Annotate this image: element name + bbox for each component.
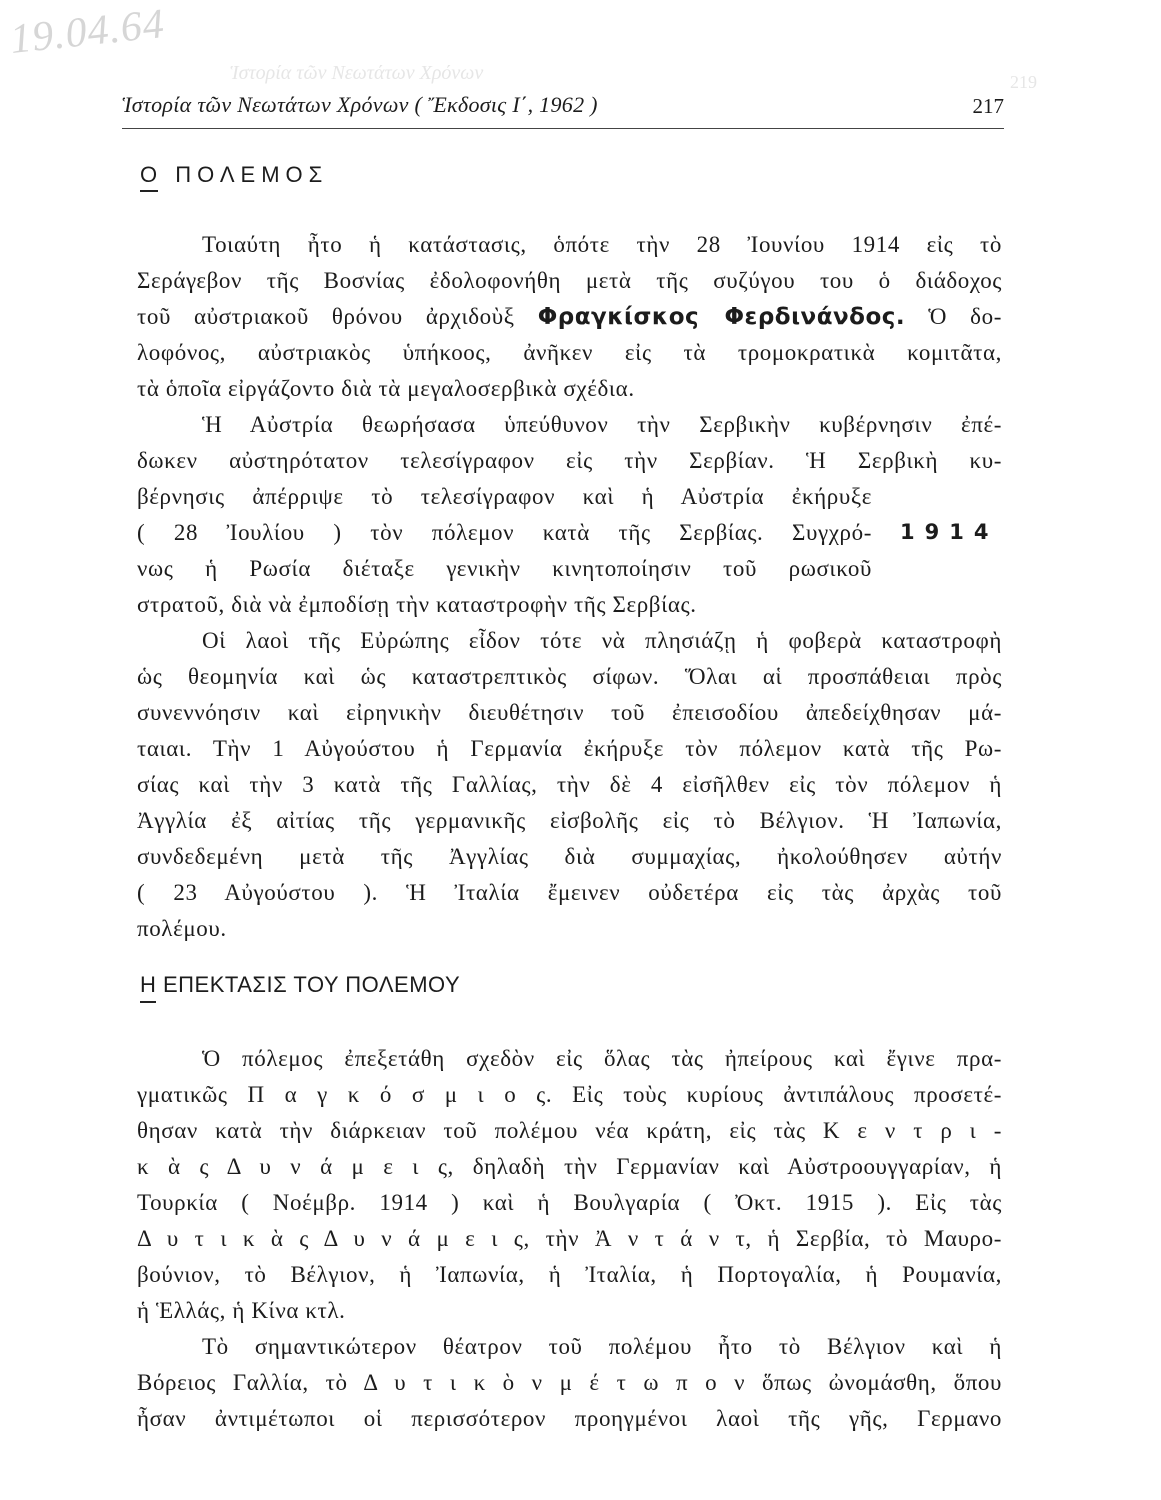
text-line: Σεράγεβον τῆς Βοσνίας ἐδολοφονήθη μετὰ τῆς συζύγου του ὁ διάδοχος [137, 268, 1002, 293]
text-line: τὰ ὁποῖα εἰργάζοντο διὰ τὰ μεγαλοσερβικὰ σχέδια. [137, 376, 635, 401]
text-line: συνεννόησιν καὶ εἰρηνικὴν διευθέτησιν τοῦ ἐπεισοδίου ἀπεδείχθησαν μά- [137, 700, 1002, 725]
text-line: Τουρκία ( Νοέμβρ. 1914 ) καὶ ἡ Βουλγαρία ( Ὀκτ. 1915 ). Εἰς τὰς [137, 1190, 1002, 1215]
text-line: πολέμου. [137, 916, 227, 941]
text-line: συνδεδεμένη μετὰ τῆς Ἀγγλίας διὰ συμμαχίας, ἠκολούθησεν αὐτήν [137, 844, 1002, 869]
text-line: Τοιαύτη ἦτο ἡ κατάστασις, ὁπότε τὴν 28 Ἰουνίου 1914 εἰς τὸ [202, 232, 1002, 257]
text-line: Βόρειος Γαλλία, τὸ Δ υ τ ι κ ὸ ν μ έ τ ω π ο ν ὅπως ὠνομάσθη, ὅπου [137, 1370, 1002, 1395]
text-fragment: τοῦ αὐστριακοῦ θρόνου ἀρχιδοὺξ [137, 304, 515, 329]
running-header [122, 92, 1004, 129]
heading-underline [140, 1001, 156, 1003]
text-line: βούνιον, τὸ Βέλγιον, ἡ Ἰαπωνία, ἡ Ἰταλία, ἡ Πορτογαλία, ἡ Ρουμανία, [137, 1262, 1002, 1287]
bleed-through-number: 219 [1010, 72, 1037, 92]
bold-name-franz-ferdinand: Φραγκίσκος Φερδινάνδος. [537, 304, 906, 330]
text-line: ἡ Ἑλλάς, ἡ Κίνα κτλ. [137, 1298, 346, 1323]
text-line: δωκεν αὐστηρότατον τελεσίγραφον εἰς τὴν Σερβίαν. Ἡ Σερβικὴ κυ- [137, 448, 1002, 473]
text-line: λοφόνος, αὐστριακὸς ὑπήκοος, ἀνῆκεν εἰς τὰ τρομοκρατικὰ κομιτᾶτα, [137, 340, 1002, 365]
text-line: Τὸ σημαντικώτερον θέατρον τοῦ πολέμου ἦτο τὸ Βέλγιον καὶ ἡ [202, 1334, 1002, 1359]
text-line [137, 302, 1002, 332]
text-line: σίας καὶ τὴν 3 κατὰ τῆς Γαλλίας, τὴν δὲ 4 εἰσῆλθεν εἰς τὸν πόλεμον ἡ [137, 772, 1002, 797]
text-fragment: Ὁ δο- [928, 304, 1002, 329]
running-title: Ἱστορία τῶν Νεωτάτων Χρόνων ( Ἔκδοσις Ι΄, 1962 ) [122, 92, 598, 117]
text-line: Ἀγγλία ἐξ αἰτίας τῆς γερμανικῆς εἰσβολῆς εἰς τὸ Βέλγιον. Ἡ Ἰαπωνία, [137, 808, 1002, 833]
section-heading-war: Ο ΠΟΛΕΜΟΣ [140, 162, 329, 187]
text-line: ἦσαν ἀντιμέτωποι οἱ περισσότερον προηγμένοι λαοὶ τῆς γῆς, Γερμανο [137, 1406, 1002, 1431]
text-line: νως ἡ Ρωσία διέταξε γενικὴν κινητοποίησιν τοῦ ρωσικοῦ [137, 556, 872, 581]
text-line: βέρνησις ἀπέρριψε τὸ τελεσίγραφον καὶ ἡ Αὐστρία ἐκήρυξε [137, 484, 872, 509]
text-line: στρατοῦ, διὰ νὰ ἐμποδίσῃ τὴν καταστροφὴν τῆς Σερβίας. [137, 592, 697, 617]
text-line: ταιαι. Τὴν 1 Αὐγούστου ἡ Γερμανία ἐκήρυξε τὸν πόλεμον κατὰ τῆς Ρω- [137, 736, 1002, 761]
bleed-through-text: Ἱστορία τῶν Νεωτάτων Χρόνων [230, 62, 484, 84]
text-line: Ὁ πόλεμος ἐπεξετάθη σχεδὸν εἰς ὅλας τὰς ἠπείρους καὶ ἔγινε πρα- [202, 1046, 1002, 1071]
text-line: ὡς θεομηνία καὶ ὡς καταστρεπτικὸς σίφων. Ὅλαι αἱ προσπάθειαι πρὸς [137, 664, 1002, 689]
date-stamp-watermark: 19.04.64 [8, 1, 167, 63]
text-line: ( 28 Ἰουλίου ) τὸν πόλεμον κατὰ τῆς Σερβίας. Συγχρό- [137, 520, 872, 545]
heading-underline [140, 190, 158, 192]
text-line: γματικῶς Π α γ κ ό σ μ ι ο ς. Εἰς τοὺς κυρίους ἀντιπάλους προσετέ- [137, 1082, 1002, 1107]
text-line: ( 23 Αὐγούστου ). Ἡ Ἰταλία ἔμεινεν οὐδετέρα εἰς τὰς ἀρχὰς τοῦ [137, 880, 1002, 905]
text-line: θησαν κατὰ τὴν διάρκειαν τοῦ πολέμου νέα κράτη, εἰς τὰς Κ ε ν τ ρ ι - [137, 1118, 1002, 1143]
margin-year-1914: 1914 [900, 520, 999, 544]
section-heading-expansion: Η ΕΠΕΚΤΑΣΙΣ ΤΟΥ ΠΟΛΕΜΟΥ [140, 972, 461, 997]
text-line: κ ὰ ς Δ υ ν ά μ ε ι ς, δηλαδὴ τὴν Γερμανίαν καὶ Αὐστροουγγαρίαν, ἡ [137, 1154, 1002, 1179]
text-line: Ἡ Αὐστρία θεωρήσασα ὑπεύθυνον τὴν Σερβικὴν κυβέρνησιν ἐπέ- [202, 412, 1002, 437]
text-line: Δ υ τ ι κ ὰ ς Δ υ ν ά μ ε ι ς, τὴν Ἀ ν τ ά ν τ, ἡ Σερβία, τὸ Μαυρο- [137, 1226, 1002, 1251]
page-number: 217 [972, 94, 1004, 118]
text-line: Οἱ λαοὶ τῆς Εὐρώπης εἶδον τότε νὰ πλησιάζῃ ἡ φοβερὰ καταστροφὴ [202, 628, 1002, 653]
